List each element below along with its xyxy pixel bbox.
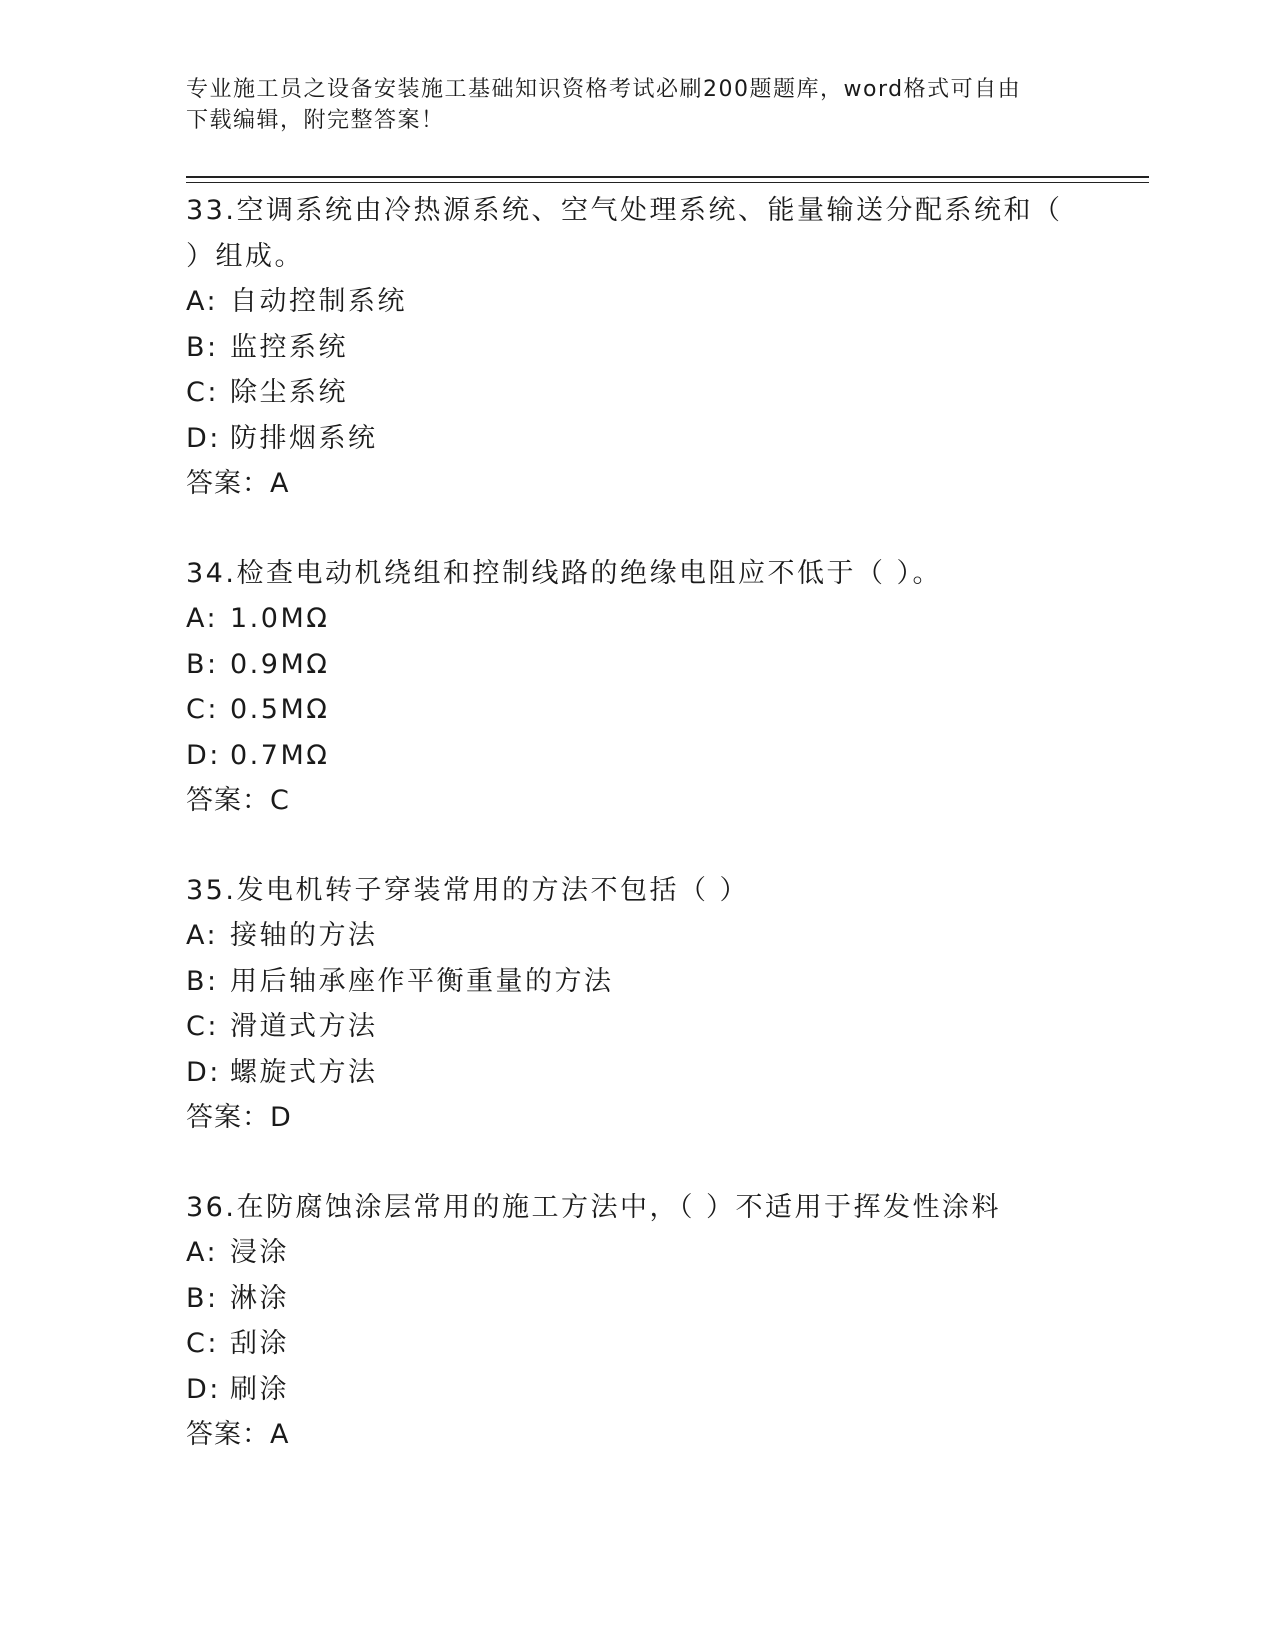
header-divider-thick [186,176,1149,178]
option-key: C: [186,1011,219,1042]
option-text: 0.7MΩ [230,739,330,771]
option-a [186,1230,1086,1276]
option-text: 自动控制系统 [230,286,407,317]
option-b [186,325,1086,371]
question-stem: 34.检查电动机绕组和控制线路的绝缘电阻应不低于（ ）。 [186,557,943,589]
option-d [186,416,1086,462]
option-key: A: [186,286,219,317]
option-b [186,642,1086,688]
option-key: D: [186,1373,221,1405]
question-list [186,188,1086,1502]
answer-line: 答案：A [186,468,290,499]
option-key: B: [186,1282,219,1314]
question-stem: 33.空调系统由冷热源系统、空气处理系统、能量输送分配系统和（ [186,195,1063,226]
option-d [186,1367,1086,1413]
option-c [186,370,1086,416]
option-text: 螺旋式方法 [230,1056,378,1088]
option-text: 0.5MΩ [230,694,330,725]
option-text: 监控系统 [230,331,348,363]
option-key: D: [186,739,221,771]
option-text: 防排烟系统 [230,422,378,454]
option-key: C: [186,377,219,408]
option-text: 接轴的方法 [230,920,378,951]
option-key: B: [186,331,219,363]
option-key: A: [186,920,219,951]
option-d [186,1050,1086,1096]
option-b [186,1276,1086,1322]
header-divider-thin [186,182,1149,183]
option-text: 淋涂 [230,1282,289,1314]
question-36 [186,1185,1086,1458]
option-b [186,959,1086,1005]
option-a [186,596,1086,642]
option-d [186,733,1086,779]
option-text: 用后轴承座作平衡重量的方法 [230,965,614,997]
question-stem: 35.发电机转子穿装常用的方法不包括（ ） [186,874,750,906]
option-a [186,279,1086,325]
header-line-1: 专业施工员之设备安装施工基础知识资格考试必刷200题题库，word格式可自由 [186,77,1022,102]
option-text: 0.9MΩ [230,648,330,680]
question-stem: 36.在防腐蚀涂层常用的施工方法中，（ ）不适用于挥发性涂料 [186,1191,1002,1223]
option-key: D: [186,422,221,454]
option-key: B: [186,648,219,680]
option-key: C: [186,1328,219,1359]
option-text: 刷涂 [230,1373,289,1405]
option-key: B: [186,965,219,997]
option-c [186,1321,1086,1367]
option-a [186,913,1086,959]
question-33 [186,188,1086,507]
option-c [186,1004,1086,1050]
option-text: 浸涂 [230,1237,289,1268]
question-35 [186,868,1086,1141]
option-c [186,687,1086,733]
option-key: A: [186,603,219,634]
answer-line: 答案：D [186,1102,292,1133]
option-key: A: [186,1237,219,1268]
option-text: 除尘系统 [230,377,348,408]
option-text: 滑道式方法 [230,1011,378,1042]
question-34 [186,551,1086,824]
answer-line: 答案：C [186,785,290,816]
header-line-2: 下载编辑，附完整答案！ [186,108,445,133]
option-key: C: [186,694,219,725]
option-text: 1.0MΩ [230,603,330,634]
answer-line: 答案：A [186,1419,290,1450]
document-header [186,74,1086,136]
option-text: 刮涂 [230,1328,289,1359]
question-stem-continued: ）组成。 [186,240,304,272]
option-key: D: [186,1056,221,1088]
